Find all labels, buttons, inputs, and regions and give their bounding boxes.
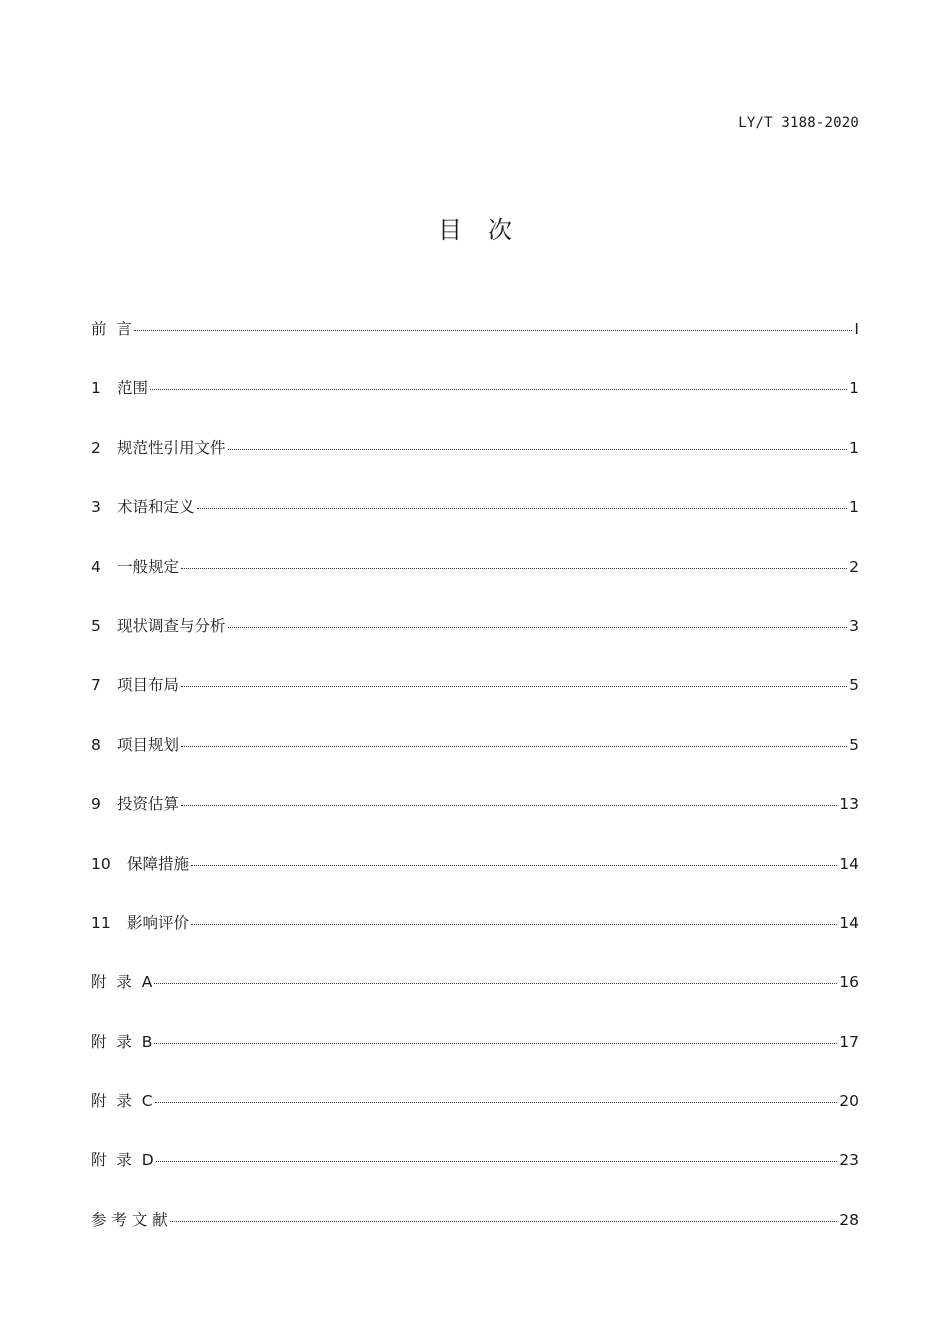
toc-entry-title: 投资估算 (117, 795, 180, 814)
toc-entry-title: 附 录 A (91, 973, 153, 992)
toc-entry-page-number: 5 (849, 676, 859, 695)
toc-entry-title: 保障措施 (127, 854, 190, 873)
toc-entry-page-number: 17 (839, 1032, 859, 1051)
toc-entry-label (91, 1030, 152, 1052)
toc-entry[interactable] (91, 792, 859, 851)
toc-entry-number: 2 (91, 438, 101, 457)
toc-dot-leader (228, 627, 848, 628)
toc-entry[interactable] (91, 970, 859, 1029)
toc-dot-leader (191, 865, 837, 866)
toc-entry-label (91, 852, 189, 874)
toc-entry-title: 现状调查与分析 (117, 616, 226, 635)
page-title-char-1: 目 (438, 216, 462, 244)
toc-entry-page-number: I (854, 320, 859, 338)
toc-entry[interactable] (91, 614, 859, 673)
toc-entry-page-number: 2 (849, 557, 859, 576)
toc-dot-leader (155, 1102, 838, 1103)
page-title-char-2: 次 (488, 216, 512, 244)
toc-entry[interactable] (91, 911, 859, 970)
toc-entry-label (91, 970, 152, 992)
toc-entry-number: 11 (91, 913, 111, 932)
toc-entry[interactable] (91, 852, 859, 911)
toc-dot-leader (154, 983, 837, 984)
toc-entry-title: 参 考 文 献 (91, 1210, 168, 1229)
toc-entry-label (91, 555, 179, 577)
standard-code: LY/T 3188-2020 (738, 115, 859, 131)
toc-dot-leader (134, 330, 853, 331)
toc-entry-label (91, 792, 179, 814)
toc-dot-leader (150, 389, 847, 390)
toc-entry[interactable] (91, 1208, 859, 1267)
toc-dot-leader (154, 1043, 837, 1044)
toc-entry-number: 8 (91, 735, 101, 754)
toc-entry-page-number: 16 (839, 973, 859, 992)
toc-entry-page-number: 14 (839, 913, 859, 932)
toc-entry-title: 术语和定义 (117, 498, 195, 517)
toc-entry-title: 附 录 C (91, 1092, 153, 1111)
toc-dot-leader (197, 508, 848, 509)
toc-entry-page-number: 20 (839, 1092, 859, 1111)
toc-entry[interactable] (91, 495, 859, 554)
toc-entry-page-number: 23 (839, 1151, 859, 1170)
toc-entry-number: 9 (91, 795, 101, 814)
toc-entry[interactable] (91, 673, 859, 732)
toc-entry-label (91, 495, 195, 517)
toc-dot-leader (228, 449, 848, 450)
toc-entry-number: 10 (91, 854, 111, 873)
toc-entry-page-number: 13 (839, 795, 859, 814)
toc-entry-label (91, 317, 132, 339)
toc-dot-leader (156, 1161, 838, 1162)
toc-entry-title: 范围 (117, 379, 149, 398)
toc-entry-title: 前 言 (91, 320, 132, 338)
toc-entry-page-number: 28 (839, 1210, 859, 1229)
toc-dot-leader (181, 686, 847, 687)
toc-entry-label (91, 1148, 154, 1170)
toc-entry[interactable] (91, 436, 859, 495)
toc-entry-title: 项目布局 (117, 676, 180, 695)
toc-entry-page-number: 5 (849, 735, 859, 754)
toc-entry-number: 7 (91, 676, 101, 695)
toc-entry-label (91, 1089, 153, 1111)
toc-entry-label (91, 614, 226, 636)
toc-entry-label (91, 733, 179, 755)
toc-entry[interactable] (91, 1148, 859, 1207)
toc-entry[interactable] (91, 733, 859, 792)
toc-entry-number: 3 (91, 498, 101, 517)
toc-dot-leader (191, 924, 837, 925)
toc-entry-page-number: 1 (849, 438, 859, 457)
toc-entry-number: 1 (91, 379, 101, 398)
toc-entry[interactable] (91, 555, 859, 614)
toc-entry-number: 5 (91, 616, 101, 635)
toc-entry-title: 附 录 D (91, 1151, 154, 1170)
toc-entry-page-number: 1 (849, 379, 859, 398)
toc-entry-label (91, 911, 189, 933)
toc-entry[interactable] (91, 1030, 859, 1089)
toc-dot-leader (181, 746, 847, 747)
toc-entry-title: 项目规划 (117, 735, 180, 754)
toc-entry-title: 附 录 B (91, 1032, 153, 1051)
toc-entry-page-number: 14 (839, 854, 859, 873)
toc-entry-title: 规范性引用文件 (117, 438, 226, 457)
toc-entry-page-number: 3 (849, 616, 859, 635)
toc-entry-title: 一般规定 (117, 557, 180, 576)
table-of-contents (91, 317, 859, 1267)
toc-entry-label (91, 1208, 168, 1230)
toc-dot-leader (181, 568, 847, 569)
toc-entry-title: 影响评价 (127, 913, 190, 932)
toc-dot-leader (170, 1221, 837, 1222)
toc-entry-page-number: 1 (849, 498, 859, 517)
page-title (0, 210, 950, 245)
toc-entry[interactable] (91, 317, 859, 376)
toc-entry-label (91, 376, 148, 398)
toc-entry[interactable] (91, 1089, 859, 1148)
toc-entry-label (91, 436, 226, 458)
toc-dot-leader (181, 805, 837, 806)
toc-entry[interactable] (91, 376, 859, 435)
toc-entry-label (91, 673, 179, 695)
toc-entry-number: 4 (91, 557, 101, 576)
